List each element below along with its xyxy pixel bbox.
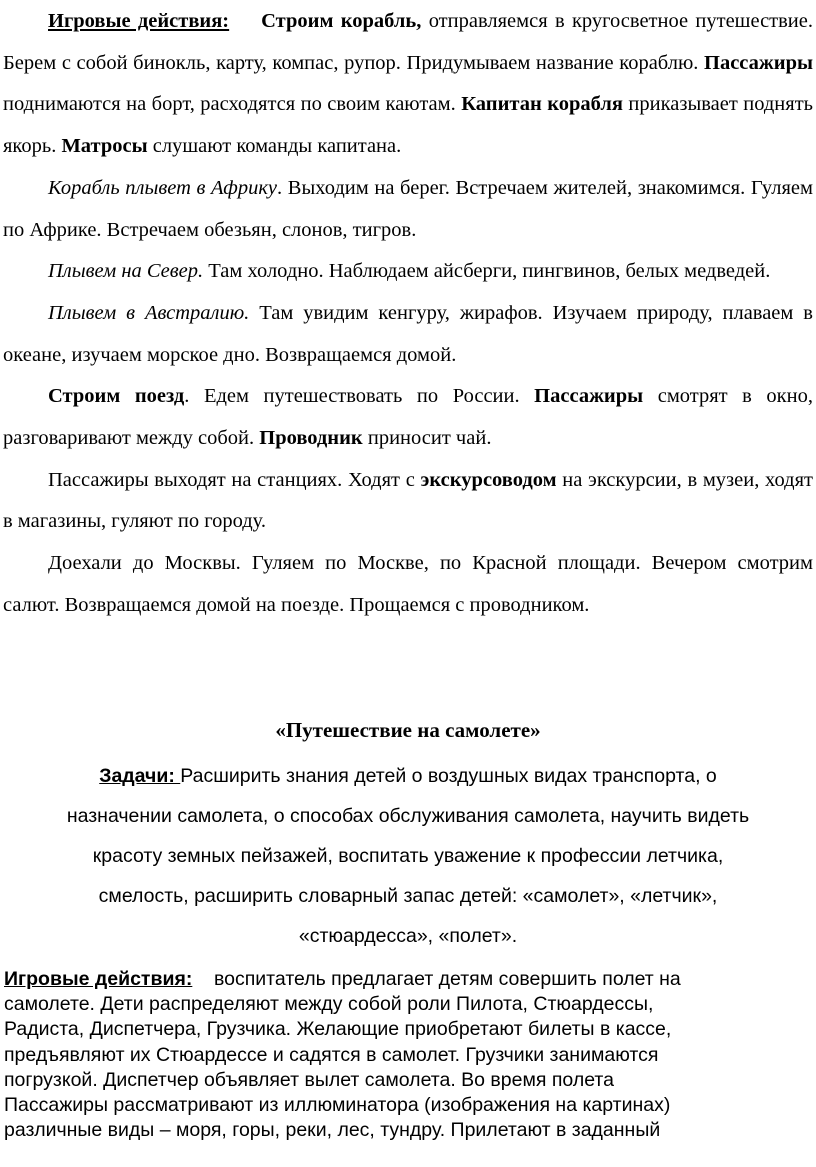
tasks-label: Задачи: [99,765,181,787]
actions-line-1 [4,967,816,992]
train-text-1: . Едем путешествовать по России. [184,385,535,408]
ship-text-3: приказывает поднять якорь. [3,93,813,158]
train-paragraph [3,376,813,459]
africa-italic: Корабль плывет в Африку [48,176,278,199]
actions-line-6: Пассажиры рассматривают из иллюминатора (изображения на картинах) [4,1094,671,1117]
actions-line-7: различные виды – моря, горы, реки, лес, тундру. Прилетают в заданный [4,1119,661,1142]
stations-text-2: на экскурсии, в музеи, ходят в магазины, гуляют по городу. [3,468,813,533]
stations-text-1: Пассажиры выходят на станциях. Ходят с [48,468,421,491]
actions-line-2: самолете. Дети распределяют между собой роли Пилота, Стюардессы, [4,993,654,1016]
plane-section-title: «Путешествие на самолете» [275,718,541,742]
game-actions-label: Игровые действия: [48,10,230,32]
actions-line-5: погрузкой. Диспетчер объявляет вылет самолета. Во время полета [4,1068,614,1091]
guide-bold: экскурсоводом [420,468,557,491]
build-ship-bold: Строим корабль, [261,10,422,32]
north-paragraph [3,251,813,293]
australia-paragraph [3,293,813,376]
train-text-3: приносит чай. [362,427,492,450]
build-train-bold: Строим поезд [48,385,185,408]
moscow-text: Доехали до Москвы. Гуляем по Москве, по Красной площади. Вечером смотрим салют. Возвращаемся домой на поезде. Прощаемся с проводником. [3,552,813,616]
ship-text-1: отправляемся в кругосветное путешествие. Берем с собой бинокль, карту, компас, рупор. Придумываем название кораблю. [3,10,813,74]
plane-actions-label: Игровые действия: [4,968,193,990]
tasks-line-2: назначении самолета, о способах обслуживания самолета, научить видеть [66,805,750,827]
tasks-line-3: красоту земных пейзажей, воспитать уважение к профессии летчика, [92,845,724,867]
north-text: Там холодно. Наблюдаем айсберги, пингвинов, белых медведей. [203,260,771,283]
train-passengers-bold: Пассажиры [534,385,644,408]
tasks-line-5: «стюардесса», «полет». [298,925,518,947]
actions-line-1-text: воспитатель предлагает детям совершить полет на [192,968,681,990]
captain-bold: Капитан корабля [461,93,623,116]
australia-text: Там увидим кенгуру, жирафов. Изучаем природу, плаваем в океане, изучаем морское дно. Возвращаемся домой. [3,301,813,366]
plane-tasks [0,756,816,956]
plane-actions [4,967,816,1143]
stations-paragraph [3,460,813,543]
tasks-line-1 [0,756,816,796]
africa-paragraph [3,168,813,251]
actions-line-3: Радиста, Диспетчера, Грузчика. Желающие приобретают билеты в кассе, [4,1018,672,1041]
conductor-bold: Проводник [259,427,363,450]
tasks-line-1-text: Расширить знания детей о воздушных видах транспорта, о [180,765,717,787]
actions-line-4: предъявляют их Стюардессе и садятся в самолет. Грузчики занимаются [4,1043,659,1066]
sailors-bold: Матросы [61,135,148,158]
ship-paragraph [3,1,813,168]
australia-italic: Плывем в Австралию. [48,301,250,324]
ship-text-2: поднимаются на борт, расходятся по своим каютам. [3,93,462,116]
ship-text-4: слушают команды капитана. [147,135,402,158]
train-text-2: смотрят в окно, разговаривают между собой. [3,385,813,450]
passengers-bold: Пассажиры [704,51,813,74]
moscow-paragraph [3,543,813,626]
ship-train-section [3,1,813,627]
africa-text: . Выходим на берег. Встречаем жителей, знакомимся. Гуляем по Африке. Встречаем обезьян, слонов, тигров. [3,176,813,241]
north-italic: Плывем на Север. [48,260,204,283]
tasks-line-4: смелость, расширить словарный запас детей: «самолет», «летчик», [98,885,718,907]
